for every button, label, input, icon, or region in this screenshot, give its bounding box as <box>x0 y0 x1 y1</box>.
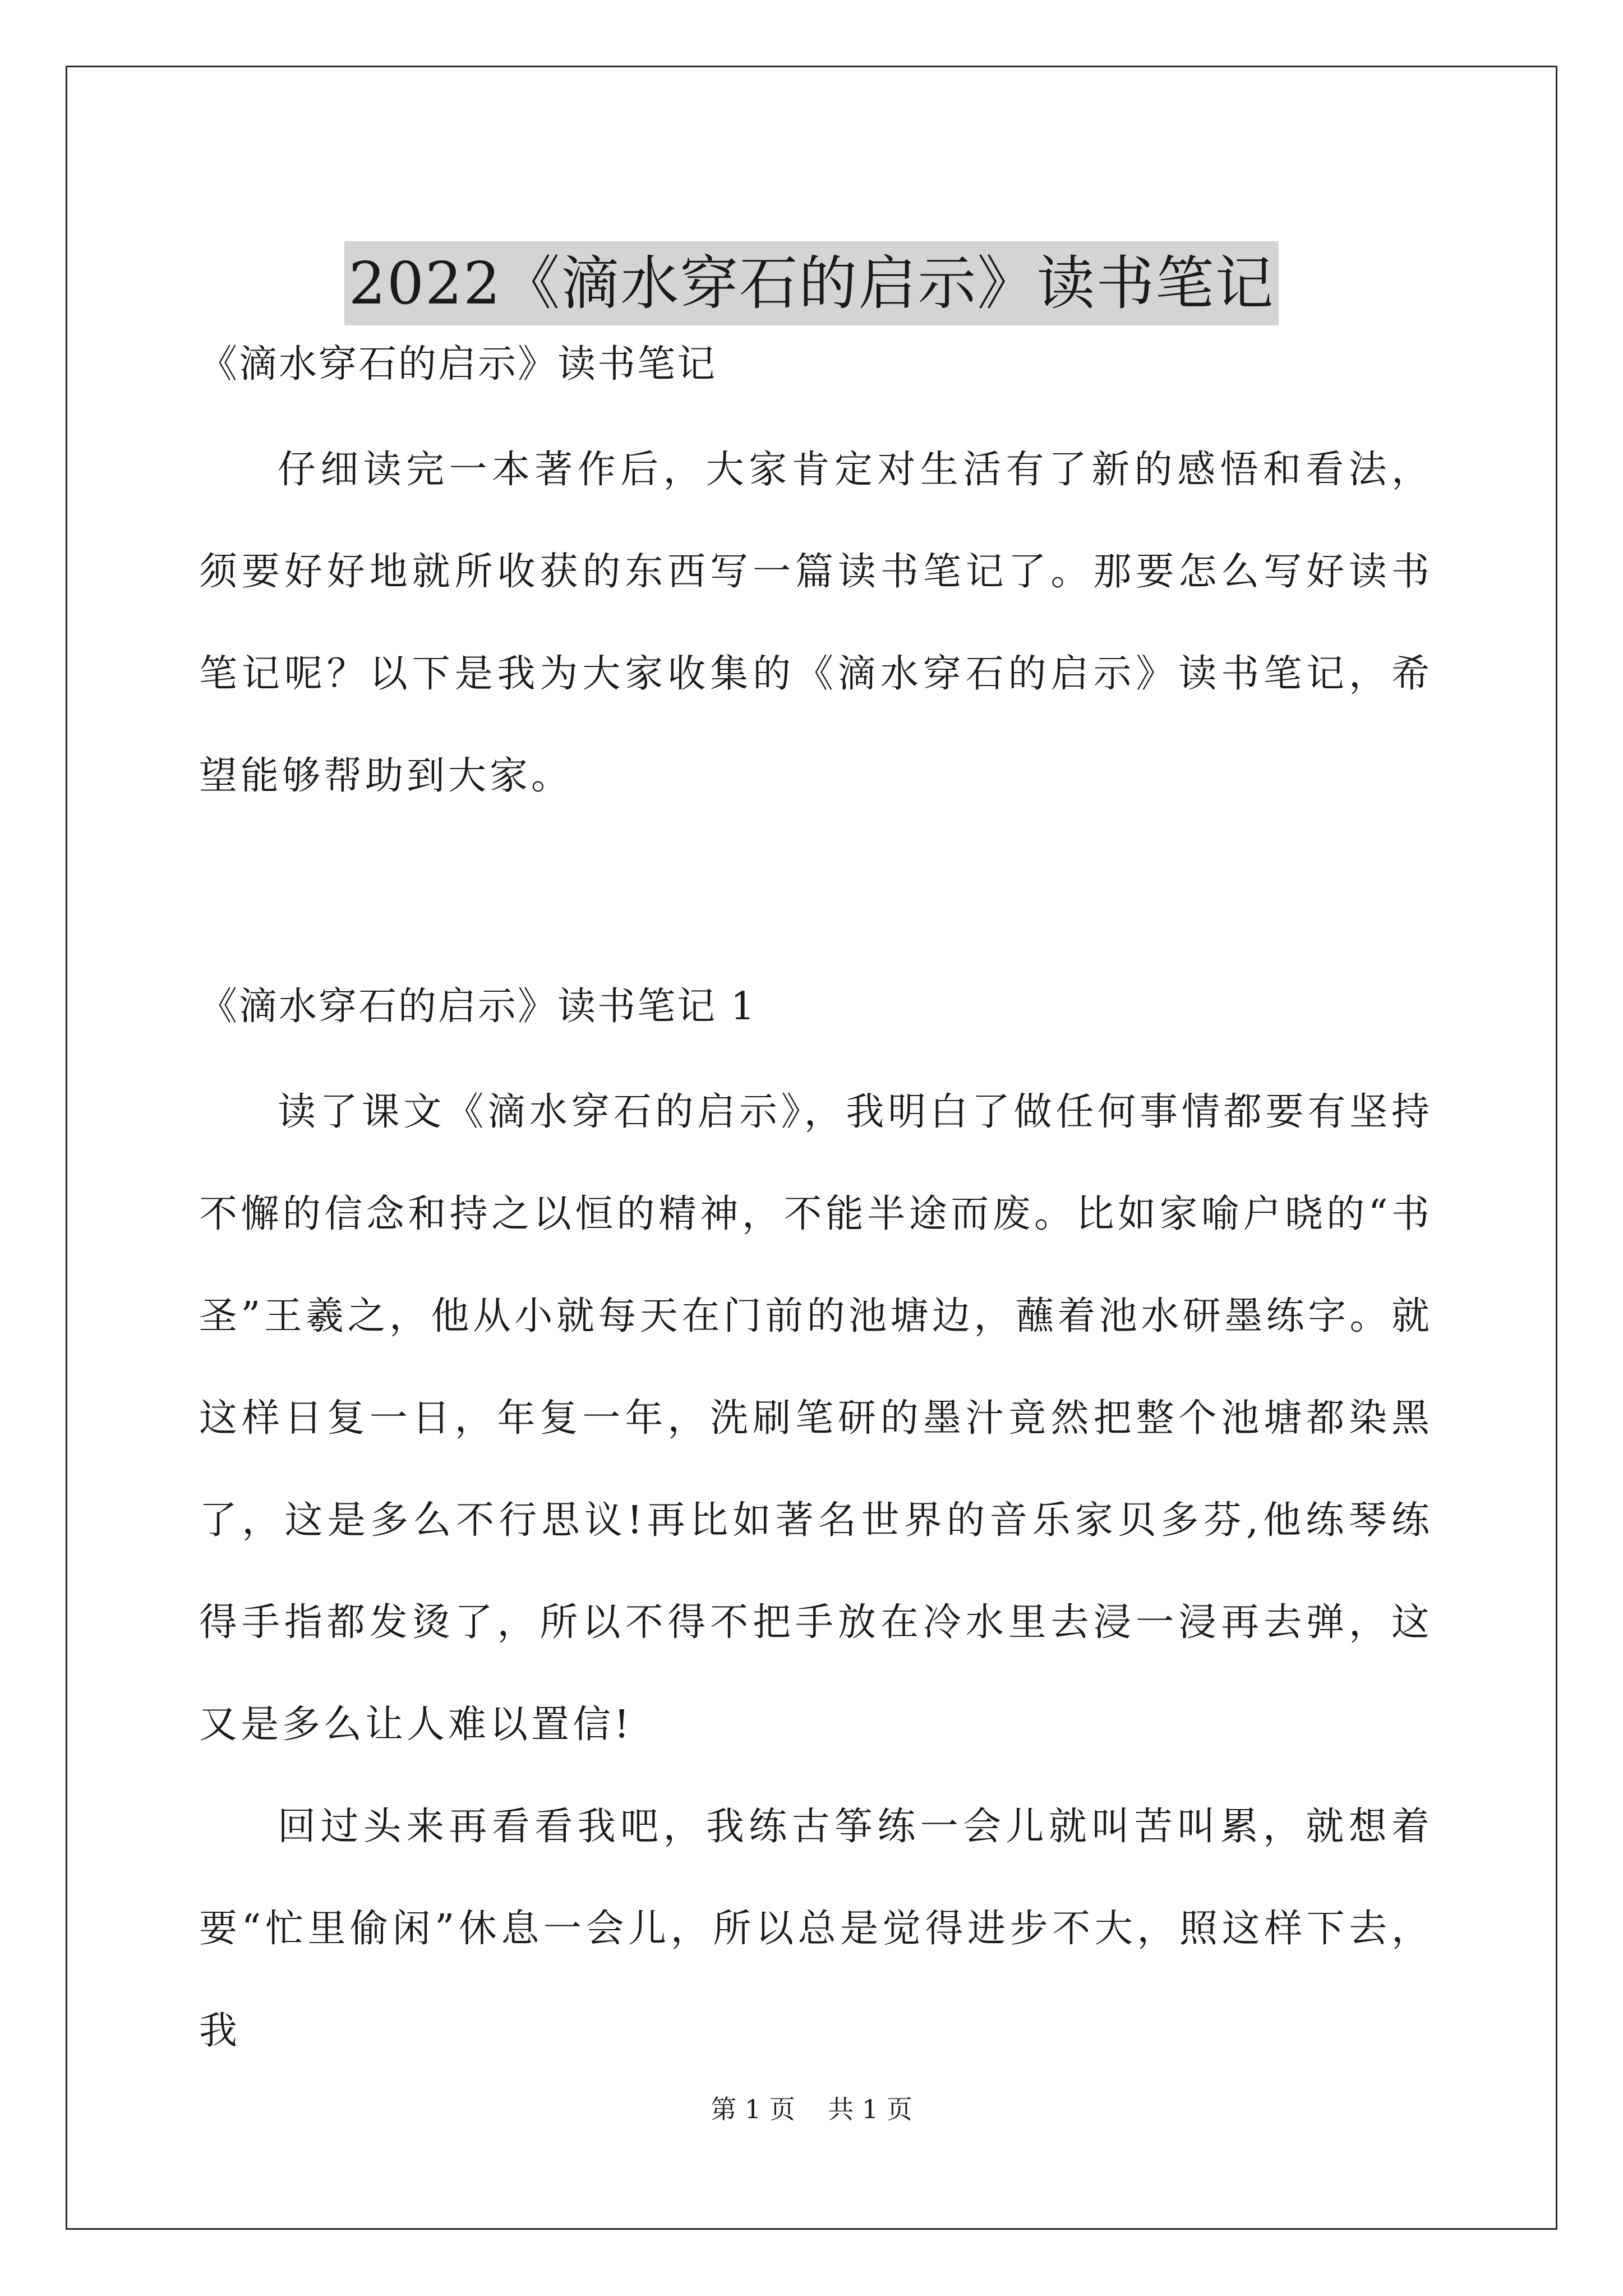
page-footer <box>0 2092 1623 2126</box>
document-body <box>199 339 1433 2082</box>
intro-paragraph: 仔细读完一本著作后，大家肯定对生活有了新的感悟和看法，须要好好地就所收获的东西写一篇读书笔记了。那要怎么写好读书笔记呢？以下是我为大家收集的《滴水穿石的启示》读书笔记，希望能够帮助到大家。 <box>199 448 1433 798</box>
section-1-paragraph-2: 回过头来再看看我吧，我练古筝练一会儿就叫苦叫累，就想着要“忙里偷闲”休息一会儿，所以总是觉得进步不大，照这样下去，我 <box>199 1805 1433 2053</box>
intro-subheading: 《滴水穿石的启示》读书笔记 <box>199 342 717 386</box>
section-1-paragraph-1: 读了课文《滴水穿石的启示》，我明白了做任何事情都要有坚持不懈的信念和持之以恒的精神，不能半途而废。比如家喻户晓的“书圣”王羲之，他从小就每天在门前的池塘边，蘸着池水研墨练字。就这样日复一日，年复一年，洗刷笔研的墨汁竟然把整个池塘都染黑了，这是多么不行思议!再比如著名世界的音乐家贝多芬,他练琴练得手指都发烫了，所以不得不把手放在冷水里去浸一浸再去弹，这又是多么让人难以置信! <box>199 1090 1433 1747</box>
document-title: 2022《滴水穿石的启示》读书笔记 <box>344 241 1279 325</box>
page-number-label: 第 1 页 共 1 页 <box>711 2094 912 2124</box>
section-1-heading: 《滴水穿石的启示》读书笔记 1 <box>199 984 757 1029</box>
